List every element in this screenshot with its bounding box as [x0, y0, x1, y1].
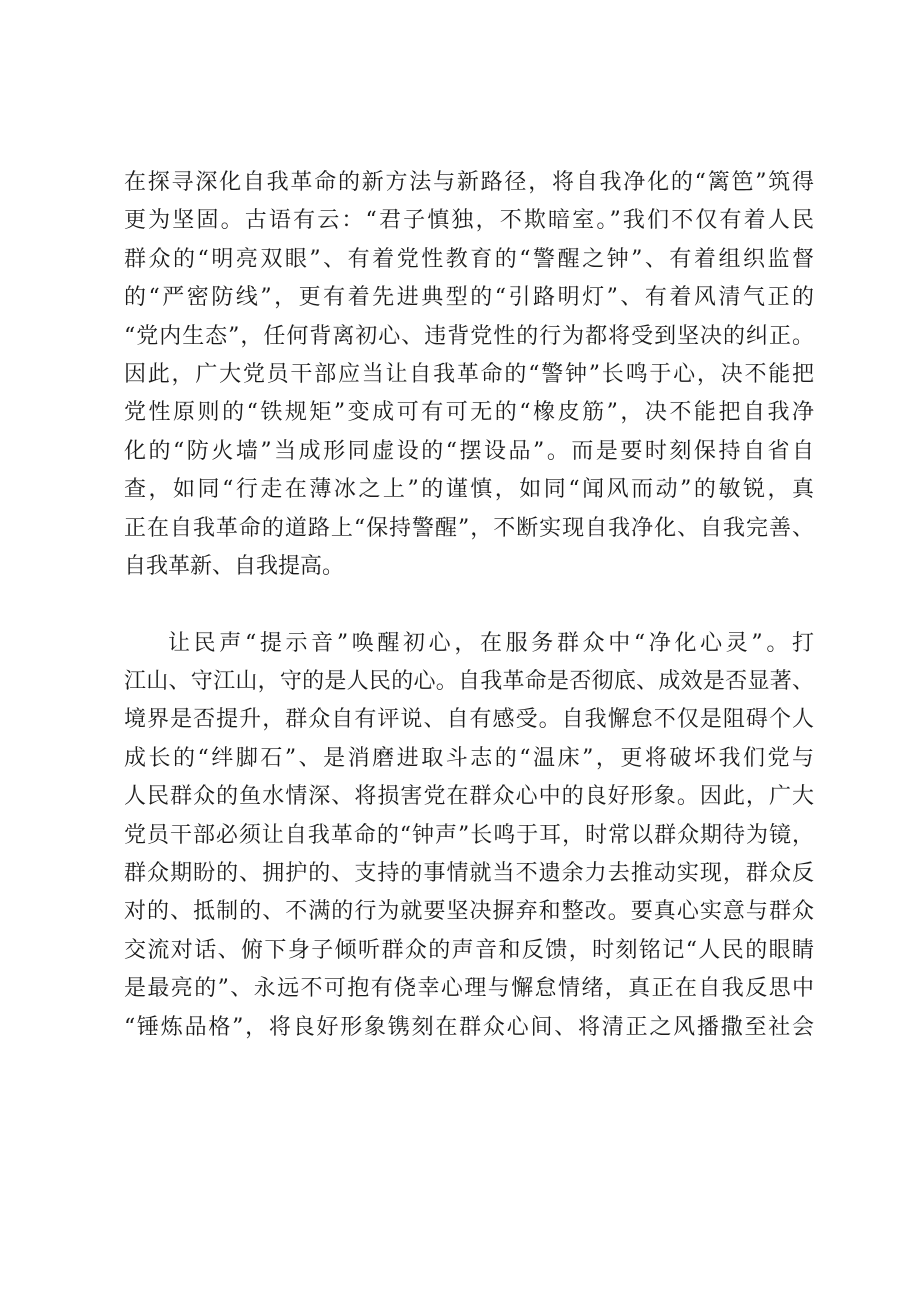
text-line: 人民群众的鱼水情深、将损害党在群众心中的良好形象。因此，广大 [124, 784, 814, 810]
text-line: 在探寻深化自我革命的新方法与新路径，将自我净化的“篱笆”筑得 [124, 170, 814, 195]
text-line: 党性原则的“铁规矩”变成可有可无的“橡皮筋”，决不能把自我净 [124, 400, 814, 426]
text-line: “党内生态”，任何背离初心、违背党性的行为都将受到坚决的纠正。 [124, 323, 814, 349]
paragraph-2 [124, 625, 814, 1047]
text-line: 对的、抵制的、不满的行为就要坚决摒弃和整改。要真心实意与群众 [124, 899, 814, 925]
paragraph-1 [124, 164, 814, 586]
text-line: 因此，广大党员干部应当让自我革命的“警钟”长鸣于心，决不能把 [124, 361, 814, 387]
text-line: 群众的“明亮双眼”、有着党性教育的“警醒之钟”、有着组织监督 [124, 246, 814, 272]
paragraph-spacer [124, 586, 814, 624]
text-line: 交流对话、俯下身子倾听群众的声音和反馈，时刻铭记“人民的眼睛 [124, 937, 814, 963]
text-line: 让民声“提示音”唤醒初心，在服务群众中“净化心灵”。打 [168, 630, 814, 656]
text-line: 正在自我革命的道路上“保持警醒”，不断实现自我净化、自我完善、 [124, 515, 814, 541]
text-line: 党员干部必须让自我革命的“钟声”长鸣于耳，时常以群众期待为镜， [124, 822, 814, 848]
text-line: 自我革新、自我提高。 [124, 553, 345, 579]
text-line: 化的“防火墙”当成形同虚设的“摆设品”。而是要时刻保持自省自 [124, 438, 814, 464]
text-line: 是最亮的”、永远不可抱有侥幸心理与懈怠情绪，真正在自我反思中 [124, 976, 814, 1002]
body-text [124, 164, 814, 1047]
text-line: 更为坚固。古语有云：“君子慎独，不欺暗室。”我们不仅有着人民 [124, 208, 814, 234]
text-line: 查，如同“行走在薄冰之上”的谨慎，如同“闻风而动”的敏锐，真 [124, 477, 814, 503]
text-line: 的“严密防线”，更有着先进典型的“引路明灯”、有着风清气正的 [124, 285, 814, 311]
text-line: 境界是否提升，群众自有评说、自有感受。自我懈怠不仅是阻碍个人 [124, 707, 814, 733]
text-line: 群众期盼的、拥护的、支持的事情就当不遗余力去推动实现，群众反 [124, 861, 814, 887]
text-line: “锤炼品格”，将良好形象镌刻在群众心间、将清正之风播撒至社会 [124, 1014, 814, 1040]
text-line: 成长的“绊脚石”、是消磨进取斗志的“温床”，更将破坏我们党与 [124, 745, 814, 771]
text-line: 江山、守江山，守的是人民的心。自我革命是否彻底、成效是否显著、 [124, 669, 814, 695]
